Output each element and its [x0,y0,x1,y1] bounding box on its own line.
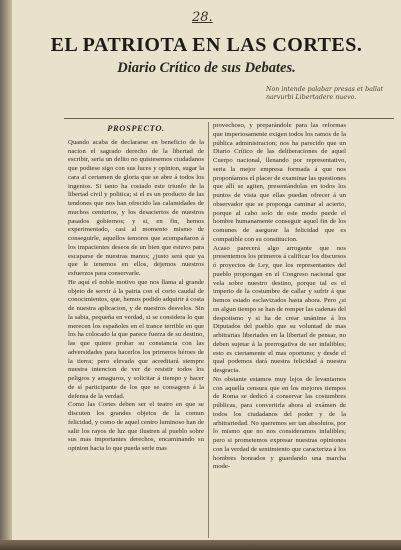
section-heading: PROSPECTO. [107,123,165,133]
prospectus-paragraph-5: Acaso parecerá algo arrogante que nos presentemos los primeros á calificar los discursos ó proyectos de Ley, que los representantes del pueblo propongan en el Congreso nacional que vela sobre nuestro destino, porque tal es el imperio de la costumbre de callar y sufrir á que hemos estado esclavizados hasta ahora. Pero ¿si en algun tiempo se han de romper las cadenas del despotismo y si ha de crear unánime á los Diputados del pueblo que su voluntad de mas arbitrarias libertades en la libertad de pensar, no deben sujetar á la prerrogativa de ser infalibles; esto es ciertamente el mas oportuno; y desde el qual podemos dará nuestra felicidad á nuestra desgracia. [213,244,346,374]
epigraph: Non intende palabar presas et ballat narvurbi Libertadere nuevo. [266,86,384,101]
prospectus-paragraph-3: Como las Cortes deben ser el teatro en que se discuten los grandes objetos de la comun felicidad, y como de aquel centro luminoso han de salir los rayos de luz que ilustren al pueblo sobre sus mas importantes derechos, encaminando su opinion hacia lo que pueda serle mas [68,401,204,452]
prospectus-paragraph-2: He aquí el noble motivo que nos llama al grande objeto de servir á la patria con el corto caudal de conocimientos, que, hemos podido adquirir á costa de nuestra aplicacion, y de nuestros desvelos. Sin la sabia, pequeña en verdad, si se considera lo que merecen los españoles en el trance terrible en que los ha colocado la que parece fuerza de su destino, las que quiere probar su constancia con las adversidades para hacerlos los primeros héroes de la tierra; pero elevada que acreditará siempre nuestra intencion de ver de resistir todos los peligros y amaguros, y solicitar á tiempo y hacer de sí participante de los que se consagren á la defensa de la verdad. [68,278,204,400]
prospectus-paragraph-6: No obstante estamos muy lejos de levantarnos con aquella censura que en los mejores tiempos de Roma se dedicó á conservar las costumbres públicas, para convertirla ahora al exámen de todos los ciudadanos del poder y de la arbitrariedad. No queremos ser tan absolutos, por lo mismo que no nos consideramos infalibles; pero si prometemos expresar nuestras opiniones con la verdad de sentimiento que caracteriza á los hombres honrados y guardando una marcha mode- [213,375,346,471]
prospectus-paragraph-1: Quando acaba de declararse en beneficio de la nacion el sagrado derecho de la libertad de escribir, seria un delito no quisiesemos ciudadanos que podiese sigo con sus luces y opinion, sugar la cara al certamen de gloria que se abre á todos los ingenios. Si tanto ha costado este triunfo de la libertad civil y politica; si el es un producto de las tendones que nos han ofrecido las calamidades de muchos centurios, y los desaciertos de nuestros pasados gobiernos; y si, en fin, hemos experimentado, casi al momento mismo de conseguirle, aquellos temores que acompañaron á los impacientes deseos de un bien que estuvo para escaparse de nuestras manos; ¿justo será que ya que le tenemos en ellos, dejemos nuestros esfuerzos para conservarle. [68,138,204,277]
newspaper-page [12,0,401,550]
prospectus-paragraph-4: provechoso, y preparándole para las reformas que imperiosamente exigen todos los ramos de la pública administracion; nos ha parecido que un Diario Crítico de las deliberaciones de aquel Cuerpo nacional, llenando por representativo, seria la mejor empresa formada á que nos proponíamos el placer de examinar las questiones que allí se agiten, presentándolas en todos los puntos de vista que ellas puedan ofrecer á un observador que se proponga caminar al acierto, porque al cabo solo de este modo puede el hombre humanamente conseguir aquel fin de los comunes de asegurar la felicidad que es compatible con su constitucion. [213,122,346,243]
column-divider [208,122,209,538]
prospectus-left-column [68,122,204,454]
book-binding-edge [0,0,12,550]
page-bottom-edge [0,540,401,550]
newspaper-masthead: EL PATRIOTA EN LAS CORTES. [50,34,363,56]
prospectus-right-column [213,122,346,472]
newspaper-subtitle: Diario Crítico de sus Debates. [117,60,296,76]
page-folio-number: 28. [192,10,213,25]
header-rule [64,118,394,119]
